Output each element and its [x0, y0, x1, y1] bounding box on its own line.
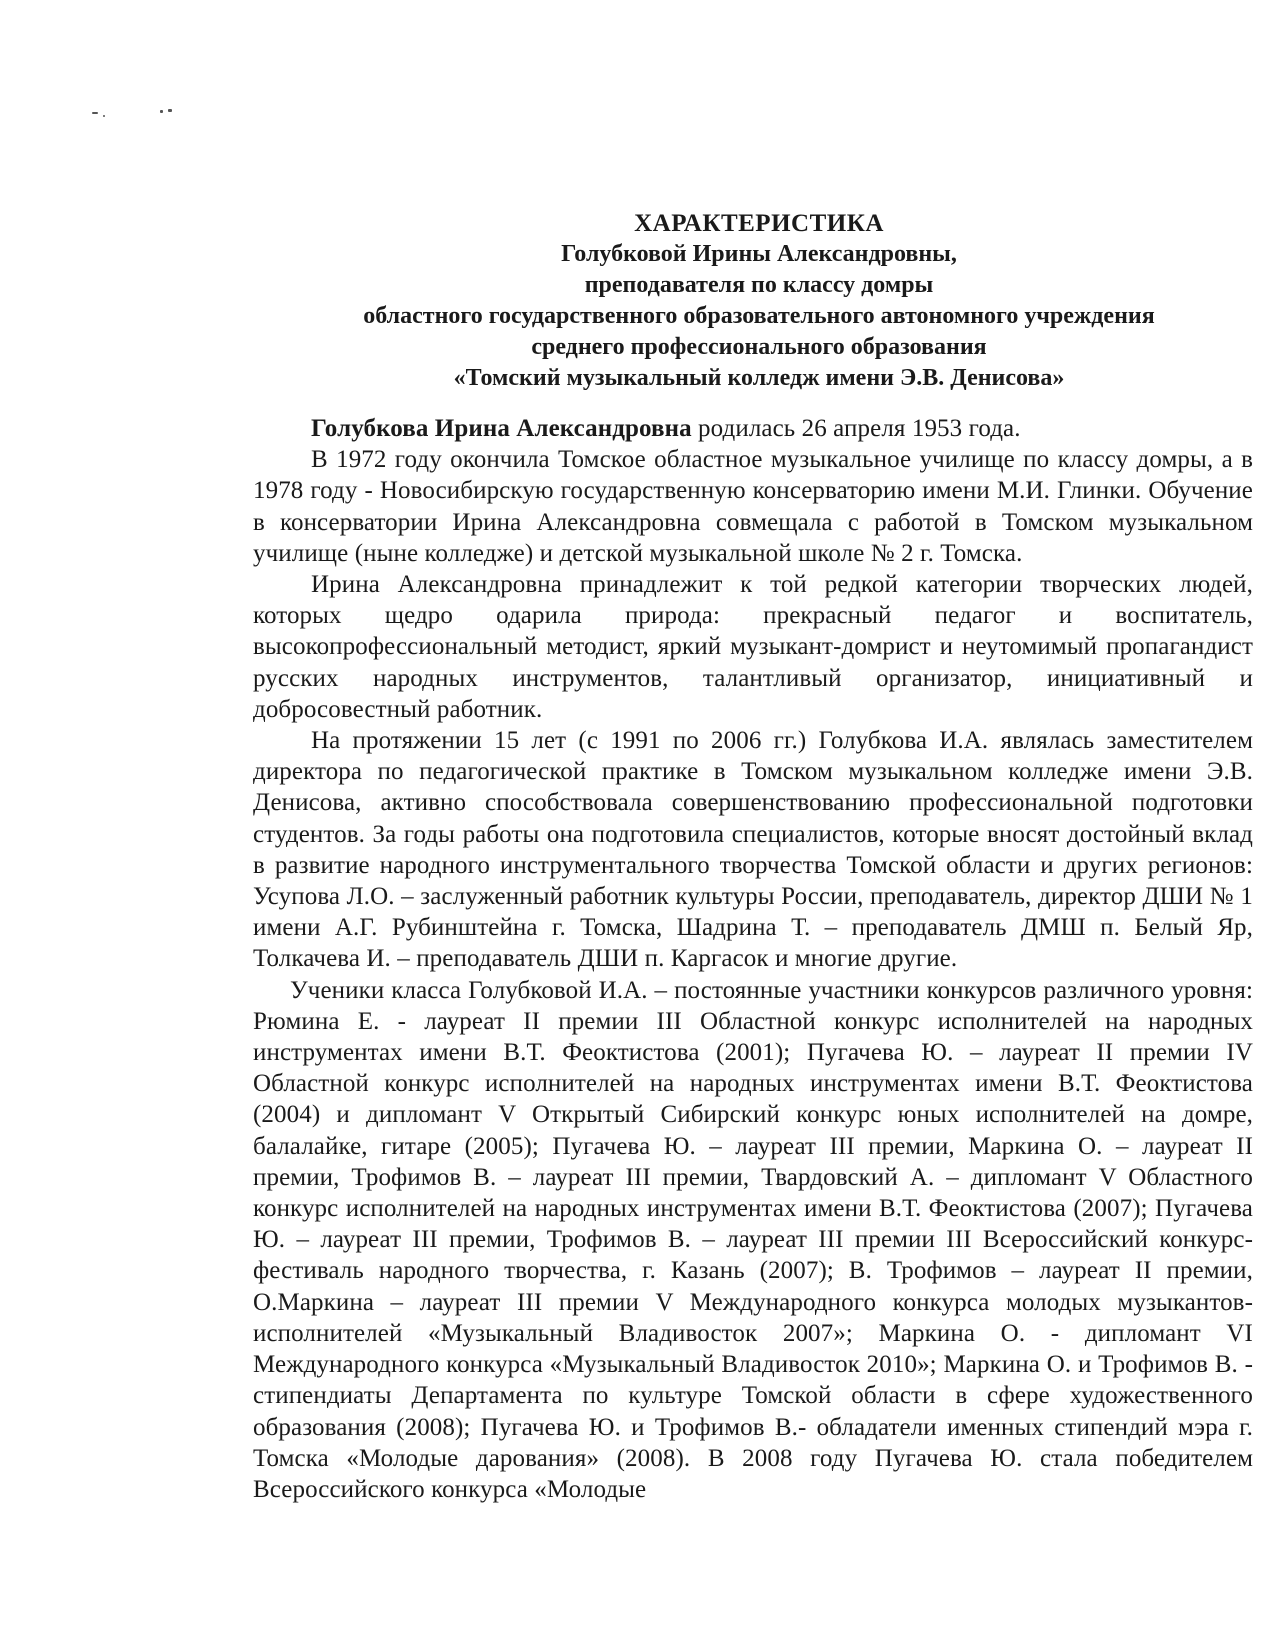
paragraph-education: В 1972 году окончила Томское областное музыкальное училище по классу домры, а в 1978 году - Новосибирскую государственную консерваторию имени М.И. Глинки. Обучение в консерватории Ирина Александровна совмещала с работой в Томском музыкальном училище (ныне колледже) и детской музыкальной школе № 2 г. Томска. [253, 446, 1253, 567]
person-name-bold: Голубкова Ирина Александровна [311, 415, 692, 442]
heading-organization-line1: областного государственного образовательного автономного учреждения [363, 303, 1155, 329]
document-heading [253, 208, 1253, 394]
scan-artifact-marks [92, 108, 192, 118]
heading-organization-line2: среднего профессионального образования [531, 334, 987, 360]
heading-organization-name: «Томский музыкальный колледж имени Э.В. Денисова» [453, 365, 1065, 391]
paragraph-birth [253, 413, 1253, 444]
document-page [253, 208, 1253, 1505]
birth-date-text: родилась 26 апреля 1953 года. [691, 415, 1021, 442]
paragraph-deputy-director: На протяжении 15 лет (с 1991 по 2006 гг.) Голубкова И.А. являлась заместителем директора по педагогической практике в Томском музыкальном колледже имени Э.В. Денисова, активно способствовала совершенствованию профессиональной подготовки студентов. За годы работы она подготовила специалистов, которые вносят достойный вклад в развитие народного инструментального творчества Томской области и других регионов: Усупова Л.О. – заслуженный работник культуры России, преподаватель, директор ДШИ № 1 имени А.Г. Рубинштейна г. Томска, Шадрина Т. – преподаватель ДМШ п. Белый Яр, Толкачева И. – преподаватель ДШИ п. Каргасок и многие другие. [253, 727, 1253, 973]
heading-person-name: Голубковой Ирины Александровны, [561, 241, 957, 267]
paragraph-students-awards: Ученики класса Голубковой И.А. – постоянные участники конкурсов различного уровня: Рюмина Е. - лауреат II премии III Областной конкурс исполнителей на народных инструментах имени В.Т. Феоктистова (2001); Пугачева Ю. – лауреат II премии IV Областной конкурс исполнителей на народных инструментах имени В.Т. Феоктистова (2004) и дипломант V Открытый Сибирский конкурс юных исполнителей на домре, балалайке, гитаре (2005); Пугачева Ю. – лауреат III премии, Маркина О. – лауреат II премии, Трофимов В. – лауреат III премии, Твардовский А. – дипломант V Областного конкурс исполнителей на народных инструментах имени В.Т. Феоктистова (2007); Пугачева Ю. – лауреат III премии, Трофимов В. – лауреат III премии III Всероссийский конкурс-фестиваль народного творчества, г. Казань (2007); В. Трофимов – лауреат II премии, О.Маркина – лауреат III премии V Международного конкурса молодых музыкантов-исполнителей «Музыкальный Владивосток 2007»; Маркина О. - дипломант VI Международного конкурса «Музыкальный Владивосток 2010»; Маркина О. и Трофимов В. - стипендиаты Департамента по культуре Томской области в сфере художественного образования (2008); Пугачева Ю. и Трофимов В.- обладатели именных стипендий мэра г. Томска «Молодые дарования» (2008). В 2008 году Пугачева Ю. стала победителем Всероссийского конкурса «Молодые [253, 976, 1253, 1503]
document-title: ХАРАКТЕРИСТИКА [634, 210, 884, 237]
heading-position: преподавателя по классу домры [584, 272, 934, 298]
paragraph-qualities: Ирина Александровна принадлежит к той редкой категории творческих людей, которых щедро одарила природа: прекрасный педагог и воспитатель, высокопрофессиональный методист, яркий музыкант-домрист и неутомимый пропагандист русских народных инструментов, талантливый организатор, инициативный и добросовестный работник. [253, 571, 1253, 723]
document-body [253, 413, 1253, 1505]
